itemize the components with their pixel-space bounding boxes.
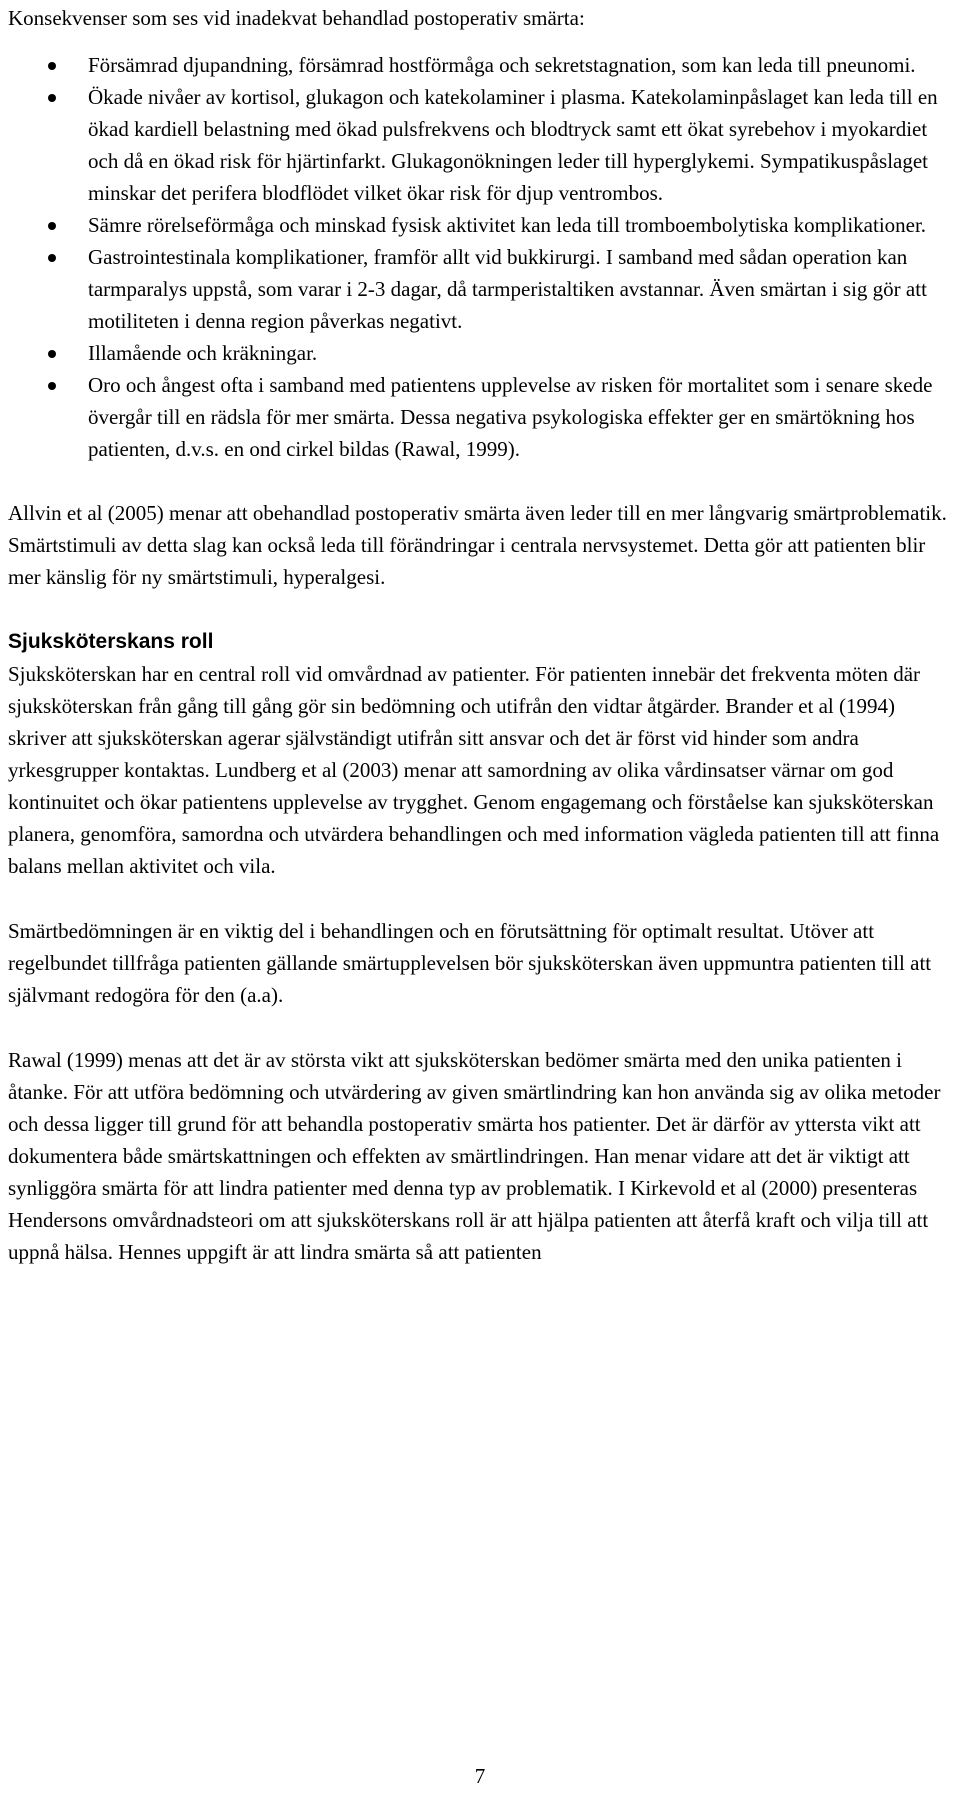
page-number: 7 xyxy=(474,1764,486,1788)
document-page xyxy=(8,0,954,1268)
spacer xyxy=(8,593,954,626)
spacer xyxy=(8,882,954,915)
consequences-list xyxy=(8,49,954,465)
bullet-icon xyxy=(48,350,56,358)
bullet-icon xyxy=(48,62,56,70)
bullet-icon xyxy=(48,254,56,262)
bullet-icon xyxy=(48,382,56,390)
paragraph-roll: Sjuksköterskan har en central roll vid omvårdnad av patienter. För patienten innebär det frekventa möten där sjuksköterskan från gång till gång gör sin bedömning och utifrån den vidtar åtgärder. Brander et al (1994) skriver att sjuksköterskan agerar självständigt utifrån sitt ansvar och det är först vid hinder som andra yrkesgrupper kontaktas. Lundberg et al (2003) menar att samordning av olika vårdinsatser värnar om god kontinuitet och ökar patientens upplevelse av trygghet. Genom engagemang och förståelse kan sjuksköterskan planera, genomföra, samordna och utvärdera behandlingen och med information vägleda patienten till att finna balans mellan aktivitet och vila. xyxy=(8,662,940,878)
section-heading: Sjuksköterskans roll xyxy=(8,630,214,653)
bullet-icon xyxy=(48,94,56,102)
list-item xyxy=(8,337,954,369)
paragraph-allvin: Allvin et al (2005) menar att obehandlad postoperativ smärta även leder till en mer långvarig smärtproblematik. Smärtstimuli av detta slag kan också leda till förändringar i centrala nervsystemet. Detta gör att patienten blir mer känslig för ny smärtstimuli, hyperalgesi. xyxy=(8,501,947,589)
paragraph-bedomning: Smärtbedömningen är en viktig del i behandlingen och en förutsättning för optimalt resultat. Utöver att regelbundet tillfråga patienten gällande smärtupplevelsen bör sjuksköterskan även uppmuntra patienten till att självmant redogöra för den (a.a). xyxy=(8,919,932,1007)
list-item xyxy=(8,369,954,465)
list-item-text: Försämrad djupandning, försämrad hostförmåga och sekretstagnation, som kan leda till pneunomi. xyxy=(88,53,916,77)
spacer xyxy=(8,465,954,497)
intro-text: Konsekvenser som ses vid inadekvat behandlad postoperativ smärta: xyxy=(8,6,585,30)
paragraph-rawal: Rawal (1999) menas att det är av största vikt att sjuksköterskan bedömer smärta med den unika patienten i åtanke. För att utföra bedömning och utvärdering av given smärtlindring kan hon använda sig av olika metoder och dessa ligger till grund för att behandla postoperativ smärta hos patienter. Det är därför av yttersta vikt att dokumentera både smärtskattningen och effekten av smärtlindringen. Han menar vidare att det är viktigt att synliggöra smärta för att lindra patienter med denna typ av problematik. I Kirkevold et al (2000) presenteras Hendersons omvårdnadsteori om att sjuksköterskans roll är att hjälpa patienten att återfå kraft och vilja till att uppnå hälsa. Hennes uppgift är att lindra smärta så att patienten xyxy=(8,1048,941,1264)
spacer xyxy=(8,1011,954,1044)
list-item xyxy=(8,49,954,81)
list-item xyxy=(8,241,954,337)
list-item-text: Ökade nivåer av kortisol, glukagon och katekolaminer i plasma. Katekolaminpåslaget kan leda till en ökad kardiell belastning med ökad pulsfrekvens och blodtryck samt ett ökat syrebehov i myokardiet och då en ökad risk för hjärtinfarkt. Glukagonökningen leder till hyperglykemi. Sympatikuspåslaget minskar det perifera blodflödet vilket ökar risk för djup ventrombos. xyxy=(88,85,938,205)
list-item-text: Oro och ångest ofta i samband med patientens upplevelse av risken för mortalitet som i senare skede övergår till en rädsla för mer smärta. Dessa negativa psykologiska effekter ger en smärtökning hos patienten, d.v.s. en ond cirkel bildas (Rawal, 1999). xyxy=(88,373,933,461)
list-item-text: Illamående och kräkningar. xyxy=(88,341,318,365)
list-item-text: Gastrointestinala komplikationer, framför allt vid bukkirurgi. I samband med sådan operation kan tarmparalys uppstå, som varar i 2-3 dagar, då tarmperistaltiken avstannar. Även smärtan i sig gör att motiliteten i denna region påverkas negativt. xyxy=(88,245,927,333)
list-item xyxy=(8,209,954,241)
list-item-text: Sämre rörelseförmåga och minskad fysisk aktivitet kan leda till tromboembolytiska komplikationer. xyxy=(88,213,927,237)
list-item xyxy=(8,81,954,209)
bullet-icon xyxy=(48,222,56,230)
